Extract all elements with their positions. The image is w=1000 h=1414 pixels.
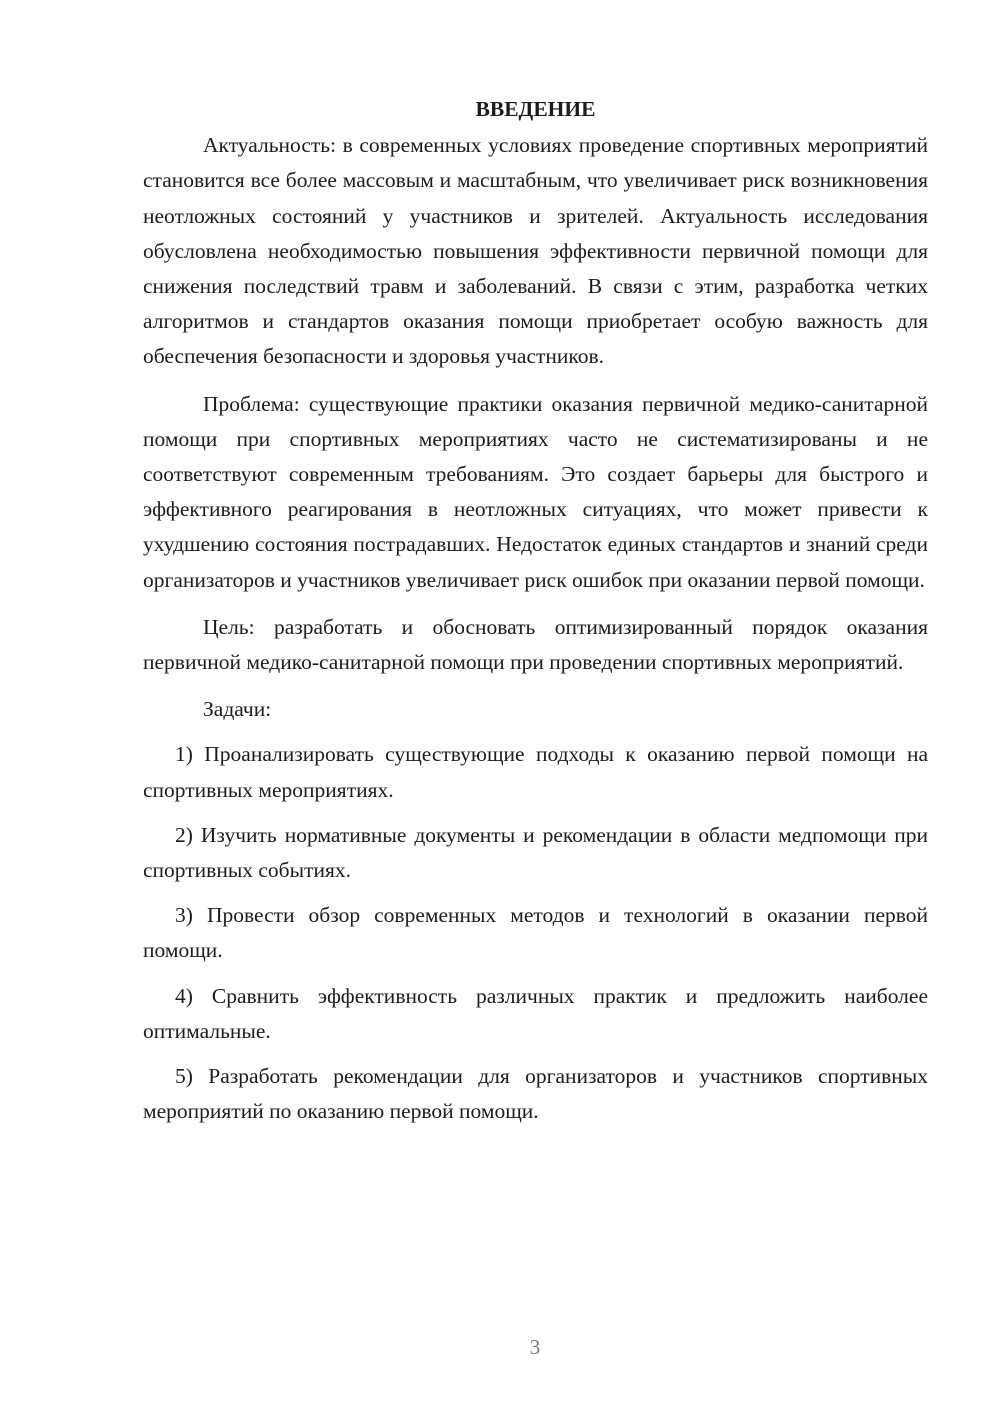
task-item: 5) Разработать рекомендации для организаторов и участников спортивных мероприятий по оказанию первой помощи. [143, 1064, 928, 1124]
paragraph-relevance: Актуальность: в современных условиях проведение спортивных мероприятий становится все более массовым и масштабным, что увеличивает риск возникновения неотложных состояний у участников и зрителей. Актуальность исследования обусловлена необходимостью повышения эффективности первичной помощи для снижения последствий травм и заболеваний. В связи с этим, разработка четких алгоритмов и стандартов оказания помощи приобретает особую важность для обеспечения безопасности и здоровья участников. [143, 133, 928, 369]
task-item: 2) Изучить нормативные документы и рекомендации в области медпомощи при спортивных событиях. [143, 822, 928, 883]
paragraph-problem: Проблема: существующие практики оказания первичной медико-санитарной помощи при спортивных мероприятиях часто не систематизированы и не соответствуют современным требованиям. Это создает барьеры для быстрого и эффективного реагирования в неотложных ситуациях, что может привести к ухудшению состояния пострадавших. Недостаток единых стандартов и знаний среди организаторов и участников увеличивает риск ошибок при оказании первой помощи. [143, 391, 928, 592]
task-item: 3) Провести обзор современных методов и технологий в оказании первой помощи. [143, 903, 928, 963]
paragraph-goal: Цель: разработать и обосновать оптимизированный порядок оказания первичной медико-санитарной помощи при проведении спортивных мероприятий. [143, 614, 928, 675]
task-item: 4) Сравнить эффективность различных практик и предложить наиболее оптимальные. [143, 983, 928, 1043]
section-heading: ВВЕДЕНИЕ [475, 97, 596, 121]
document-page [143, 92, 928, 1139]
task-item: 1) Проанализировать существующие подходы к оказанию первой помощи на спортивных мероприятиях. [143, 742, 928, 802]
tasks-list [143, 737, 928, 1129]
tasks-title: Задачи: [203, 697, 272, 722]
page-number: 3 [529, 1335, 541, 1359]
